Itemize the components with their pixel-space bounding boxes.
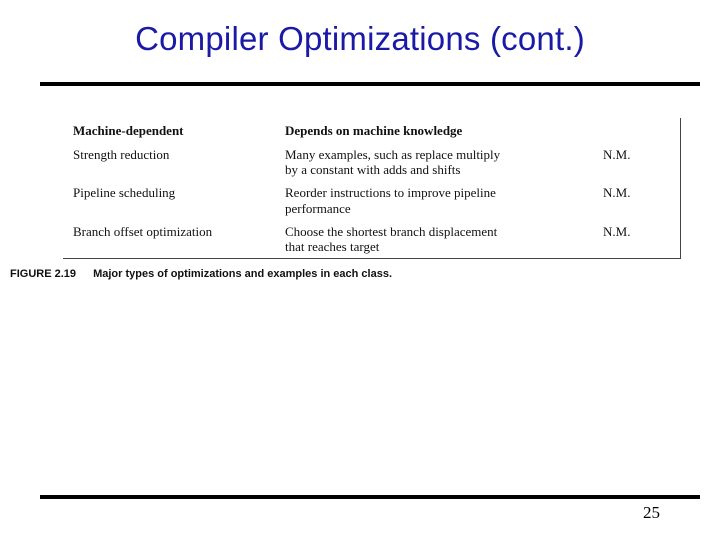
header-machine-dependent: Machine-dependent bbox=[73, 123, 184, 138]
figure-label: FIGURE 2.19 bbox=[10, 268, 77, 280]
slide-title: Compiler Optimizations (cont.) bbox=[135, 20, 585, 57]
page-number: 25 bbox=[643, 503, 660, 522]
header-depends-on-machine-knowledge: Depends on machine knowledge bbox=[285, 123, 463, 138]
row-description-line2: performance bbox=[285, 201, 351, 216]
row-status: N.M. bbox=[603, 147, 631, 162]
figure-caption-text: Major types of optimizations and examples in each class. bbox=[93, 268, 393, 280]
row-status: N.M. bbox=[603, 224, 631, 239]
row-description-line2: by a constant with adds and shifts bbox=[285, 162, 461, 177]
figure-caption bbox=[10, 268, 392, 280]
row-description-line1: Reorder instructions to improve pipeline bbox=[285, 185, 496, 200]
row-description-line2: that reaches target bbox=[285, 239, 380, 254]
row-name: Branch offset optimization bbox=[73, 224, 213, 239]
row-description-line1: Choose the shortest branch displacement bbox=[285, 224, 498, 239]
row-status: N.M. bbox=[603, 185, 631, 200]
bottom-divider bbox=[40, 495, 700, 499]
row-description-line1: Many examples, such as replace multiply bbox=[285, 147, 501, 162]
row-name: Pipeline scheduling bbox=[73, 185, 176, 200]
row-name: Strength reduction bbox=[73, 147, 170, 162]
top-divider bbox=[40, 82, 700, 86]
